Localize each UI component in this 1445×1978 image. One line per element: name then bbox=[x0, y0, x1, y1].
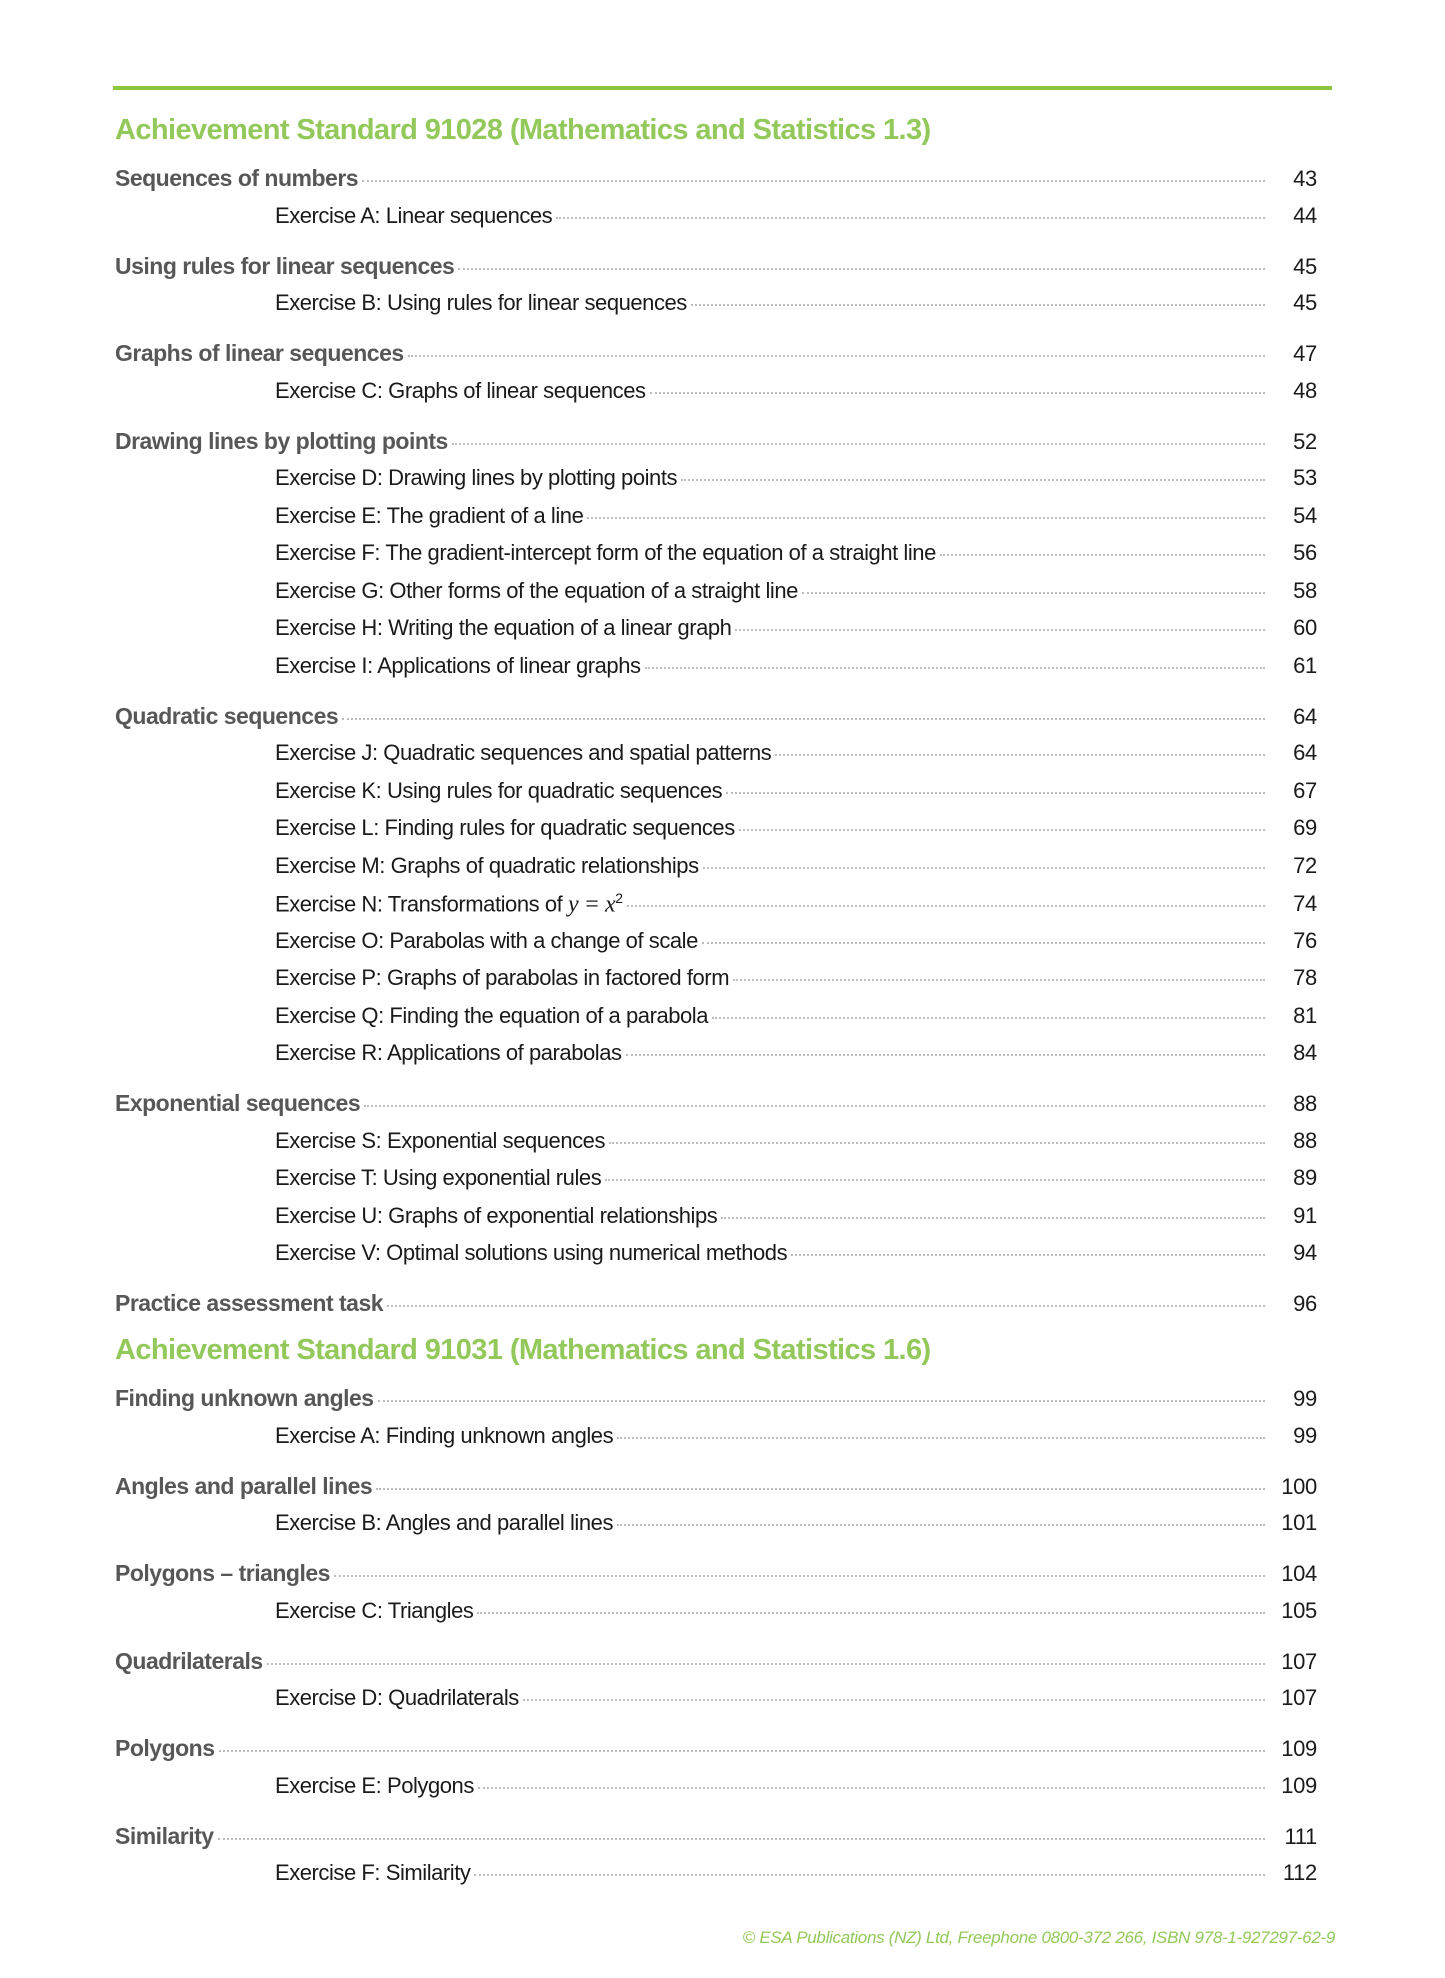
dotted-leader bbox=[650, 392, 1265, 394]
toc-section-entry[interactable] bbox=[0, 1823, 1445, 1859]
dotted-leader bbox=[376, 1488, 1265, 1490]
exercise-title: Exercise D: Drawing lines by plotting points bbox=[275, 465, 678, 490]
toc-exercise-entry[interactable] bbox=[0, 1040, 1445, 1076]
section-title: Practice assessment task bbox=[115, 1290, 384, 1316]
page-number: 100 bbox=[1281, 1473, 1317, 1499]
exercise-title: Exercise K: Using rules for quadratic sequences bbox=[275, 777, 723, 803]
page-number: 88 bbox=[1293, 1091, 1317, 1116]
section-title: Exponential sequences bbox=[115, 1090, 361, 1116]
toc-exercise-entry[interactable] bbox=[0, 203, 1445, 239]
dotted-leader bbox=[364, 1105, 1265, 1107]
page-number: 72 bbox=[1293, 852, 1317, 878]
dotted-leader bbox=[587, 517, 1265, 519]
math-expression: y = x bbox=[567, 891, 616, 918]
page-number: 74 bbox=[1293, 891, 1317, 917]
dotted-leader bbox=[645, 667, 1265, 669]
page-number: 84 bbox=[1293, 1040, 1317, 1065]
toc-section-entry[interactable] bbox=[0, 340, 1445, 376]
toc-exercise-entry[interactable] bbox=[0, 578, 1445, 614]
toc-exercise-entry[interactable] bbox=[0, 290, 1445, 326]
exercise-title: Exercise U: Graphs of exponential relationships bbox=[275, 1202, 718, 1228]
dotted-leader bbox=[617, 1437, 1265, 1439]
section-title: Graphs of linear sequences bbox=[115, 340, 404, 366]
dotted-leader bbox=[735, 629, 1265, 631]
exercise-title: Exercise F: Similarity bbox=[275, 1860, 471, 1885]
standard-heading: Achievement Standard 91028 (Mathematics and Statistics 1.3) bbox=[115, 114, 931, 146]
page-number: 53 bbox=[1293, 465, 1317, 490]
toc-exercise-entry[interactable] bbox=[0, 503, 1445, 539]
toc-exercise-entry[interactable] bbox=[0, 615, 1445, 651]
dotted-leader bbox=[733, 979, 1265, 981]
toc-section-entry[interactable] bbox=[0, 1473, 1445, 1509]
dotted-leader bbox=[556, 217, 1265, 219]
section-title: Using rules for linear sequences bbox=[115, 252, 455, 279]
toc-exercise-entry[interactable] bbox=[0, 928, 1445, 964]
dotted-leader bbox=[334, 1575, 1265, 1577]
exercise-title: Exercise R: Applications of parabolas bbox=[275, 1040, 622, 1065]
page-number: 54 bbox=[1293, 502, 1317, 528]
toc-exercise-entry[interactable] bbox=[0, 1128, 1445, 1164]
dotted-leader bbox=[802, 592, 1265, 594]
exercise-title: Exercise B: Using rules for linear sequences bbox=[275, 290, 687, 315]
dotted-leader bbox=[702, 942, 1265, 944]
exercise-title-text: Exercise N: Transformations of bbox=[275, 891, 568, 917]
exercise-title: Exercise M: Graphs of quadratic relationships bbox=[275, 852, 699, 878]
section-title: Finding unknown angles bbox=[115, 1385, 374, 1411]
toc-exercise-entry[interactable] bbox=[0, 1423, 1445, 1459]
dotted-leader bbox=[218, 1838, 1265, 1840]
dotted-leader bbox=[775, 754, 1265, 756]
toc-exercise-entry[interactable] bbox=[0, 540, 1445, 576]
page-number: 78 bbox=[1293, 965, 1317, 990]
exercise-title: Exercise L: Finding rules for quadratic sequences bbox=[275, 815, 735, 840]
page-number: 89 bbox=[1293, 1165, 1317, 1190]
dotted-leader bbox=[452, 443, 1265, 445]
dotted-leader bbox=[681, 479, 1265, 481]
dotted-leader bbox=[739, 829, 1265, 831]
toc-exercise-entry[interactable] bbox=[0, 815, 1445, 851]
dotted-leader bbox=[478, 1787, 1265, 1789]
toc-exercise-entry[interactable] bbox=[0, 1165, 1445, 1201]
dotted-leader bbox=[726, 792, 1265, 794]
dotted-leader bbox=[691, 304, 1265, 306]
toc-exercise-entry[interactable] bbox=[0, 890, 1445, 926]
dotted-leader bbox=[791, 1254, 1265, 1256]
exercise-title: Exercise I: Applications of linear graphs bbox=[275, 652, 641, 678]
exercise-title: Exercise G: Other forms of the equation of a straight line bbox=[275, 577, 798, 603]
page-number: 101 bbox=[1281, 1510, 1317, 1535]
dotted-leader bbox=[703, 867, 1265, 869]
dotted-leader bbox=[342, 718, 1265, 720]
page-number: 69 bbox=[1293, 815, 1317, 840]
page-number: 45 bbox=[1293, 253, 1317, 279]
exercise-title: Exercise P: Graphs of parabolas in factored form bbox=[275, 965, 730, 990]
page-number: 52 bbox=[1293, 428, 1317, 454]
dotted-leader bbox=[458, 268, 1265, 270]
section-title: Polygons bbox=[115, 1735, 215, 1761]
page-number: 58 bbox=[1293, 577, 1317, 603]
toc-section-entry[interactable] bbox=[0, 1290, 1445, 1326]
toc-exercise-entry[interactable] bbox=[0, 1685, 1445, 1721]
toc-exercise-entry[interactable] bbox=[0, 853, 1445, 889]
exercise-title bbox=[0, 890, 623, 918]
dotted-leader bbox=[267, 1663, 1265, 1665]
page-number: 48 bbox=[1293, 377, 1317, 403]
section-title: Polygons – triangles bbox=[115, 1560, 330, 1586]
toc-section-entry[interactable] bbox=[0, 1090, 1445, 1126]
page-number: 81 bbox=[1293, 1002, 1317, 1028]
page-number: 61 bbox=[1293, 652, 1317, 678]
toc-section-entry[interactable] bbox=[0, 428, 1445, 464]
page-number: 43 bbox=[1293, 166, 1317, 191]
dotted-leader bbox=[605, 1179, 1265, 1181]
exercise-title: Exercise A: Finding unknown angles bbox=[275, 1422, 614, 1448]
exercise-title: Exercise B: Angles and parallel lines bbox=[275, 1510, 613, 1535]
exercise-title: Exercise T: Using exponential rules bbox=[275, 1165, 602, 1190]
page-number: 99 bbox=[1293, 1422, 1317, 1448]
page-number: 109 bbox=[1281, 1736, 1317, 1761]
section-title: Sequences of numbers bbox=[115, 165, 359, 191]
copyright-footer: © ESA Publications (NZ) Ltd, Freephone 0800-372 266, ISBN 978-1-927297-62-9 bbox=[742, 1928, 1335, 1947]
section-title: Similarity bbox=[115, 1822, 214, 1849]
dotted-leader bbox=[378, 1400, 1265, 1402]
dotted-leader bbox=[617, 1524, 1265, 1526]
exercise-title: Exercise A: Linear sequences bbox=[275, 202, 553, 228]
toc-exercise-entry[interactable] bbox=[0, 378, 1445, 414]
section-title: Quadratic sequences bbox=[115, 702, 339, 729]
toc-section-entry[interactable] bbox=[0, 1560, 1445, 1596]
top-green-rule bbox=[113, 86, 1332, 90]
standard-heading: Achievement Standard 91031 (Mathematics and Statistics 1.6) bbox=[115, 1334, 931, 1366]
dotted-leader bbox=[609, 1142, 1265, 1144]
dotted-leader bbox=[474, 1874, 1265, 1876]
page-number: 91 bbox=[1293, 1202, 1317, 1228]
page-number: 60 bbox=[1293, 615, 1317, 640]
page-number: 94 bbox=[1293, 1240, 1317, 1265]
toc-exercise-entry[interactable] bbox=[0, 778, 1445, 814]
toc-exercise-entry[interactable] bbox=[0, 1773, 1445, 1809]
page-number: 88 bbox=[1293, 1127, 1317, 1153]
dotted-leader bbox=[387, 1305, 1265, 1307]
exercise-title: Exercise E: The gradient of a line bbox=[275, 502, 584, 528]
exercise-title: Exercise S: Exponential sequences bbox=[275, 1127, 606, 1153]
exercise-title: Exercise C: Graphs of linear sequences bbox=[275, 377, 646, 403]
toc-section-entry[interactable] bbox=[0, 165, 1445, 201]
dotted-leader bbox=[627, 905, 1265, 907]
exercise-title: Exercise C: Triangles bbox=[275, 1597, 474, 1623]
page-number: 107 bbox=[1281, 1685, 1317, 1710]
exercise-title: Exercise D: Quadrilaterals bbox=[275, 1685, 519, 1710]
toc-section-entry[interactable] bbox=[0, 1385, 1445, 1421]
toc-section-entry[interactable] bbox=[0, 253, 1445, 289]
page-number: 45 bbox=[1293, 290, 1317, 315]
toc-section-entry[interactable] bbox=[0, 1735, 1445, 1771]
page-number: 47 bbox=[1293, 341, 1317, 366]
page-number: 105 bbox=[1281, 1597, 1317, 1623]
page-number: 99 bbox=[1293, 1386, 1317, 1411]
page-number: 44 bbox=[1293, 202, 1317, 228]
dotted-leader bbox=[477, 1612, 1265, 1614]
page-number: 109 bbox=[1281, 1772, 1317, 1798]
section-title: Angles and parallel lines bbox=[115, 1472, 373, 1499]
page-number: 112 bbox=[1282, 1860, 1317, 1885]
exercise-title: Exercise O: Parabolas with a change of scale bbox=[275, 927, 698, 953]
toc-section-entry[interactable] bbox=[0, 1648, 1445, 1684]
dotted-leader bbox=[940, 554, 1265, 556]
toc-exercise-entry[interactable] bbox=[0, 965, 1445, 1001]
exercise-title: Exercise E: Polygons bbox=[275, 1772, 474, 1798]
dotted-leader bbox=[721, 1217, 1265, 1219]
dotted-leader bbox=[362, 180, 1265, 182]
toc-exercise-entry[interactable] bbox=[0, 465, 1445, 501]
dotted-leader bbox=[523, 1699, 1265, 1701]
page-number: 56 bbox=[1293, 540, 1317, 565]
page-number: 76 bbox=[1293, 927, 1317, 953]
page-number: 67 bbox=[1293, 777, 1317, 803]
section-title: Drawing lines by plotting points bbox=[115, 427, 448, 454]
toc-exercise-entry[interactable] bbox=[0, 1510, 1445, 1546]
toc-exercise-entry[interactable] bbox=[0, 1860, 1445, 1896]
exercise-title: Exercise H: Writing the equation of a linear graph bbox=[275, 615, 732, 640]
page-number: 64 bbox=[1293, 703, 1317, 729]
dotted-leader bbox=[408, 355, 1265, 357]
page-number: 64 bbox=[1293, 740, 1317, 765]
exercise-title: Exercise V: Optimal solutions using numerical methods bbox=[275, 1240, 788, 1265]
toc-section-entry[interactable] bbox=[0, 703, 1445, 739]
dotted-leader bbox=[626, 1054, 1265, 1056]
page-number: 111 bbox=[1284, 1823, 1317, 1849]
exercise-title: Exercise F: The gradient-intercept form of the equation of a straight line bbox=[275, 540, 936, 565]
toc-exercise-entry[interactable] bbox=[0, 1240, 1445, 1276]
page-number: 107 bbox=[1281, 1648, 1317, 1674]
toc-exercise-entry[interactable] bbox=[0, 1598, 1445, 1634]
toc-exercise-entry[interactable] bbox=[0, 1203, 1445, 1239]
math-exponent: 2 bbox=[615, 890, 623, 906]
toc-exercise-entry[interactable] bbox=[0, 653, 1445, 689]
dotted-leader bbox=[219, 1750, 1265, 1752]
toc-exercise-entry[interactable] bbox=[0, 740, 1445, 776]
exercise-title: Exercise J: Quadratic sequences and spatial patterns bbox=[275, 740, 772, 765]
page-number: 104 bbox=[1281, 1561, 1317, 1586]
toc-exercise-entry[interactable] bbox=[0, 1003, 1445, 1039]
dotted-leader bbox=[712, 1017, 1265, 1019]
section-title: Quadrilaterals bbox=[115, 1647, 263, 1674]
page-number: 96 bbox=[1293, 1291, 1317, 1316]
exercise-title: Exercise Q: Finding the equation of a parabola bbox=[275, 1002, 709, 1028]
